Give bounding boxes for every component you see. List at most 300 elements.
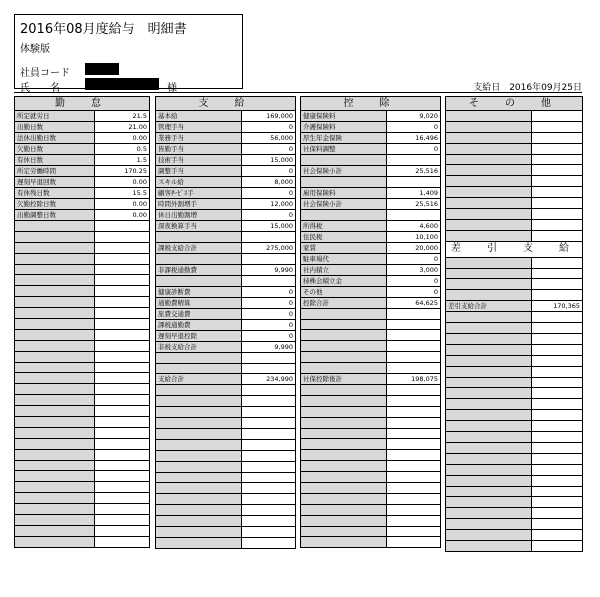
payment-row-value: 169,000 — [242, 111, 296, 122]
attendance-empty-label — [15, 515, 95, 526]
other-empty-label — [446, 176, 532, 187]
payment-empty-value — [242, 537, 296, 548]
other-empty-value — [532, 111, 583, 122]
table-row — [15, 286, 150, 297]
payment-empty-label — [156, 407, 242, 418]
table-row — [156, 242, 296, 253]
attendance-empty-label — [15, 384, 95, 395]
table-row — [301, 483, 441, 494]
payment-row-value: 275,000 — [242, 242, 296, 253]
table-row — [15, 111, 150, 122]
table-row — [156, 188, 296, 199]
table-row — [15, 438, 150, 449]
table-row — [156, 155, 296, 166]
attendance-row-label: 出勤調整日数 — [15, 210, 95, 221]
other-empty-value — [532, 334, 583, 345]
table-row — [156, 505, 296, 516]
net-empty-value — [532, 257, 583, 268]
table-row — [446, 279, 583, 290]
payment-row-value: 8,000 — [242, 177, 296, 188]
other-empty-label — [446, 486, 532, 497]
other-empty-label — [446, 154, 532, 165]
net-pay-value: 170,365 — [532, 301, 583, 312]
attendance-row-label: 出勤日数 — [15, 122, 95, 133]
deduction-row-value: 25,516 — [387, 198, 441, 209]
deduction-row-value: 0 — [387, 275, 441, 286]
payment-empty-value — [242, 385, 296, 396]
attendance-empty-label — [15, 221, 95, 232]
other-empty-label — [446, 388, 532, 399]
other-empty-value — [532, 530, 583, 541]
table-row — [301, 537, 441, 548]
attendance-row-value: 15.5 — [95, 188, 150, 199]
payment-row-label: 通勤費精算 — [156, 297, 242, 308]
deduction-row-value: 9,020 — [387, 111, 441, 122]
deduction-row-label: 雇用保険料 — [301, 187, 387, 198]
table-row — [446, 366, 583, 377]
deduction-row-value: 198,075 — [387, 374, 441, 385]
deduction-empty-label — [301, 515, 387, 526]
payment-row-value — [242, 275, 296, 286]
attendance-empty-value — [95, 536, 150, 547]
table-row — [446, 497, 583, 508]
table-row — [156, 133, 296, 144]
table-row — [446, 508, 583, 519]
table-row — [446, 268, 583, 279]
table-row — [301, 297, 441, 308]
attendance-row-label: 所定労働時間 — [15, 166, 95, 177]
trial-label: 体験版 — [20, 44, 50, 55]
deduction-empty-label — [301, 461, 387, 472]
payment-empty-label — [156, 439, 242, 450]
table-row — [156, 221, 296, 232]
deduction-row-label — [301, 155, 387, 166]
table-row — [301, 472, 441, 483]
honorific: 様 — [167, 83, 177, 94]
table-row — [15, 221, 150, 232]
payment-row-value — [242, 232, 296, 243]
other-empty-label — [446, 209, 532, 220]
table-row — [446, 453, 583, 464]
attendance-empty-label — [15, 449, 95, 460]
other-empty-label — [446, 230, 532, 241]
payment-row-value: 234,990 — [242, 374, 296, 385]
deduction-empty-label — [301, 537, 387, 548]
table-row — [15, 275, 150, 286]
attendance-empty-value — [95, 231, 150, 242]
payment-empty-label — [156, 385, 242, 396]
attendance-empty-value — [95, 460, 150, 471]
attendance-empty-label — [15, 362, 95, 373]
table-row — [156, 275, 296, 286]
table-row — [301, 308, 441, 319]
deduction-row-label: 持株会積立金 — [301, 275, 387, 286]
payment-empty-label — [156, 505, 242, 516]
payment-row-value: 12,000 — [242, 199, 296, 210]
deduction-row-value — [387, 330, 441, 341]
table-row — [15, 427, 150, 438]
deduction-empty-value — [387, 428, 441, 439]
other-empty-label — [446, 442, 532, 453]
deduction-row-value: 4,600 — [387, 220, 441, 231]
table-row — [156, 166, 296, 177]
table-row — [15, 155, 150, 166]
payment-empty-value — [242, 396, 296, 407]
table-row — [15, 188, 150, 199]
attendance-empty-value — [95, 264, 150, 275]
deduction-row-label: 家賃 — [301, 242, 387, 253]
payment-row-label: 管理手当 — [156, 122, 242, 133]
payment-row-value: 0 — [242, 144, 296, 155]
table-row — [301, 176, 441, 187]
table-row — [446, 464, 583, 475]
employee-name-redaction — [85, 78, 159, 90]
other-empty-value — [532, 121, 583, 132]
table-row — [446, 323, 583, 334]
table-row — [15, 373, 150, 384]
other-empty-label — [446, 519, 532, 530]
table-row — [301, 406, 441, 417]
deduction-row-value: 64,625 — [387, 297, 441, 308]
deduction-row-label — [301, 319, 387, 330]
attendance-empty-value — [95, 493, 150, 504]
table-row — [446, 312, 583, 323]
table-row — [15, 351, 150, 362]
deduction-empty-value — [387, 461, 441, 472]
net-empty-label — [446, 257, 532, 268]
table-row — [301, 242, 441, 253]
table-row — [446, 410, 583, 421]
other-empty-label — [446, 453, 532, 464]
table-row — [301, 122, 441, 133]
table-row — [156, 472, 296, 483]
table-row — [301, 155, 441, 166]
payment-empty-value — [242, 472, 296, 483]
deduction-row-label — [301, 352, 387, 363]
deduction-empty-label — [301, 439, 387, 450]
payment-row-value: 0 — [242, 286, 296, 297]
deduction-title: 控 除 — [301, 97, 441, 111]
other-empty-label — [446, 377, 532, 388]
deduction-empty-label — [301, 472, 387, 483]
deduction-row-label — [301, 176, 387, 187]
deduction-row-value: 1,409 — [387, 187, 441, 198]
deduction-row-value: 25,516 — [387, 165, 441, 176]
payment-row-label: 非税支給合計 — [156, 341, 242, 352]
table-row — [446, 475, 583, 486]
attendance-empty-value — [95, 504, 150, 515]
payment-empty-value — [242, 450, 296, 461]
other-empty-label — [446, 464, 532, 475]
other-empty-label — [446, 432, 532, 443]
attendance-title: 勤 怠 — [15, 97, 150, 111]
attendance-empty-value — [95, 406, 150, 417]
deduction-row-value — [387, 319, 441, 330]
table-row — [15, 482, 150, 493]
table-row — [446, 111, 583, 122]
table-row — [446, 132, 583, 143]
payment-row-value: 0 — [242, 319, 296, 330]
payment-row-label: 調整手当 — [156, 166, 242, 177]
payment-empty-label — [156, 516, 242, 527]
table-row — [15, 395, 150, 406]
other-empty-value — [532, 486, 583, 497]
other-empty-value — [532, 366, 583, 377]
payment-row-label — [156, 363, 242, 374]
attendance-empty-value — [95, 384, 150, 395]
payment-empty-label — [156, 418, 242, 429]
deduction-empty-value — [387, 385, 441, 396]
deduction-row-label: 社保控除後計 — [301, 374, 387, 385]
deduction-row-label — [301, 363, 387, 374]
other-empty-value — [532, 399, 583, 410]
deduction-row-value: 16,496 — [387, 133, 441, 144]
other-empty-value — [532, 344, 583, 355]
table-row — [446, 257, 583, 268]
table-row — [156, 396, 296, 407]
other-empty-label — [446, 312, 532, 323]
payment-empty-value — [242, 527, 296, 538]
table-row — [301, 417, 441, 428]
table-row — [446, 154, 583, 165]
attendance-empty-value — [95, 482, 150, 493]
other-empty-value — [532, 508, 583, 519]
other-header-row — [446, 97, 583, 111]
deduction-empty-label — [301, 395, 387, 406]
table-row — [301, 450, 441, 461]
table-row — [301, 133, 441, 144]
table-row — [156, 363, 296, 374]
attendance-empty-label — [15, 308, 95, 319]
table-row — [15, 471, 150, 482]
payment-row-value — [242, 363, 296, 374]
deduction-row-value: 0 — [387, 253, 441, 264]
other-empty-label — [446, 399, 532, 410]
payment-row-value: 9,990 — [242, 264, 296, 275]
deduction-row-value: 10,100 — [387, 231, 441, 242]
deduction-row-label: 介護保険料 — [301, 122, 387, 133]
payment-empty-label — [156, 461, 242, 472]
table-row — [446, 290, 583, 301]
other-empty-value — [532, 219, 583, 230]
deduction-empty-value — [387, 417, 441, 428]
table-row — [15, 231, 150, 242]
payment-row-value: 0 — [242, 330, 296, 341]
deduction-row-value — [387, 209, 441, 220]
other-empty-value — [532, 410, 583, 421]
net-empty-value — [532, 268, 583, 279]
table-row — [15, 308, 150, 319]
attendance-row-value: 0.00 — [95, 133, 150, 144]
table-row — [301, 385, 441, 396]
payment-row-label: 遅刻早退控除 — [156, 330, 242, 341]
attendance-row-label: 所定就労日 — [15, 111, 95, 122]
header-underline — [14, 92, 582, 93]
table-row — [15, 493, 150, 504]
table-row — [156, 418, 296, 429]
other-empty-label — [446, 121, 532, 132]
attendance-row-label: 欠勤日数 — [15, 144, 95, 155]
table-row — [446, 143, 583, 154]
net-pay-label: 差引支給合計 — [446, 301, 532, 312]
other-empty-value — [532, 442, 583, 453]
payment-empty-label — [156, 537, 242, 548]
payment-row-value: 0 — [242, 166, 296, 177]
table-row — [301, 439, 441, 450]
other-empty-label — [446, 187, 532, 198]
attendance-empty-label — [15, 286, 95, 297]
table-row — [156, 199, 296, 210]
deduction-row-value: 20,000 — [387, 242, 441, 253]
other-empty-label — [446, 165, 532, 176]
table-row — [301, 165, 441, 176]
table-row — [301, 209, 441, 220]
table-row — [15, 384, 150, 395]
deduction-empty-label — [301, 428, 387, 439]
table-row — [156, 527, 296, 538]
net-pay-header-row — [446, 241, 583, 257]
table-row — [446, 165, 583, 176]
deduction-empty-value — [387, 395, 441, 406]
other-empty-value — [532, 475, 583, 486]
payment-empty-value — [242, 505, 296, 516]
other-empty-value — [532, 540, 583, 551]
attendance-empty-value — [95, 449, 150, 460]
net-empty-label — [446, 279, 532, 290]
other-empty-value — [532, 421, 583, 432]
payment-row-label: 健康診断費 — [156, 286, 242, 297]
attendance-table — [14, 96, 150, 548]
table-row — [156, 264, 296, 275]
table-row — [301, 144, 441, 155]
table-row — [301, 286, 441, 297]
table-row — [301, 253, 441, 264]
deduction-row-label — [301, 308, 387, 319]
payment-empty-label — [156, 396, 242, 407]
deduction-empty-value — [387, 526, 441, 537]
other-empty-value — [532, 453, 583, 464]
table-row — [156, 450, 296, 461]
deduction-row-label: 厚生年金保険 — [301, 133, 387, 144]
payment-row-label: 基本給 — [156, 111, 242, 122]
table-row — [446, 388, 583, 399]
table-row — [446, 344, 583, 355]
attendance-empty-value — [95, 373, 150, 384]
attendance-empty-value — [95, 351, 150, 362]
table-row — [15, 340, 150, 351]
attendance-row-value: 0.5 — [95, 144, 150, 155]
table-row — [301, 461, 441, 472]
payment-row-label: 顧客ｻｰﾋﾞｽ手 — [156, 188, 242, 199]
other-empty-label — [446, 143, 532, 154]
payment-empty-label — [156, 527, 242, 538]
deduction-row-value: 0 — [387, 144, 441, 155]
payment-empty-label — [156, 494, 242, 505]
table-row — [301, 428, 441, 439]
table-row — [15, 210, 150, 221]
other-empty-value — [532, 377, 583, 388]
table-row — [446, 209, 583, 220]
other-empty-value — [532, 388, 583, 399]
table-row — [301, 352, 441, 363]
attendance-empty-label — [15, 395, 95, 406]
payment-empty-label — [156, 429, 242, 440]
table-row — [156, 308, 296, 319]
attendance-empty-label — [15, 406, 95, 417]
table-row — [156, 352, 296, 363]
payment-empty-value — [242, 461, 296, 472]
deduction-row-value — [387, 176, 441, 187]
header-box — [14, 14, 243, 94]
other-empty-label — [446, 111, 532, 122]
other-empty-value — [532, 143, 583, 154]
attendance-row-label: 遅刻早退回数 — [15, 177, 95, 188]
deduction-empty-label — [301, 417, 387, 428]
table-row — [15, 515, 150, 526]
payment-empty-value — [242, 483, 296, 494]
table-row — [301, 264, 441, 275]
table-row — [15, 525, 150, 536]
employee-name-label: 氏 名 — [20, 83, 60, 94]
table-row — [301, 341, 441, 352]
table-row — [156, 341, 296, 352]
other-empty-value — [532, 187, 583, 198]
deduction-empty-value — [387, 450, 441, 461]
table-row — [156, 286, 296, 297]
net-empty-value — [532, 279, 583, 290]
table-row — [156, 111, 296, 122]
attendance-empty-label — [15, 351, 95, 362]
table-row — [156, 374, 296, 385]
deduction-empty-label — [301, 450, 387, 461]
other-empty-value — [532, 176, 583, 187]
table-row — [446, 442, 583, 453]
deduction-row-label: 社保料調整 — [301, 144, 387, 155]
table-row — [15, 329, 150, 340]
table-row — [446, 540, 583, 551]
payment-row-label: 時間外割増手 — [156, 199, 242, 210]
net-empty-label — [446, 290, 532, 301]
deduction-row-label: 控除合計 — [301, 297, 387, 308]
other-empty-label — [446, 421, 532, 432]
table-row — [15, 199, 150, 210]
table-row — [156, 210, 296, 221]
payment-header-row — [156, 97, 296, 111]
attendance-row-value: 0.00 — [95, 210, 150, 221]
attendance-empty-value — [95, 471, 150, 482]
deduction-empty-label — [301, 526, 387, 537]
other-title: そ の 他 — [446, 97, 583, 111]
table-row — [15, 133, 150, 144]
attendance-empty-value — [95, 417, 150, 428]
payment-empty-value — [242, 494, 296, 505]
deduction-row-label: 社会保険小計 — [301, 198, 387, 209]
other-empty-value — [532, 519, 583, 530]
attendance-empty-value — [95, 286, 150, 297]
attendance-row-value: 1.5 — [95, 155, 150, 166]
deduction-row-label: 健康保険料 — [301, 111, 387, 122]
deduction-row-label: 社会保険小計 — [301, 165, 387, 176]
attendance-empty-value — [95, 438, 150, 449]
other-empty-label — [446, 410, 532, 421]
payment-row-label: スキル給 — [156, 177, 242, 188]
table-row — [156, 253, 296, 264]
payment-row-label: 業務手当 — [156, 133, 242, 144]
table-row — [156, 297, 296, 308]
payment-empty-value — [242, 439, 296, 450]
table-row — [15, 449, 150, 460]
attendance-empty-label — [15, 340, 95, 351]
